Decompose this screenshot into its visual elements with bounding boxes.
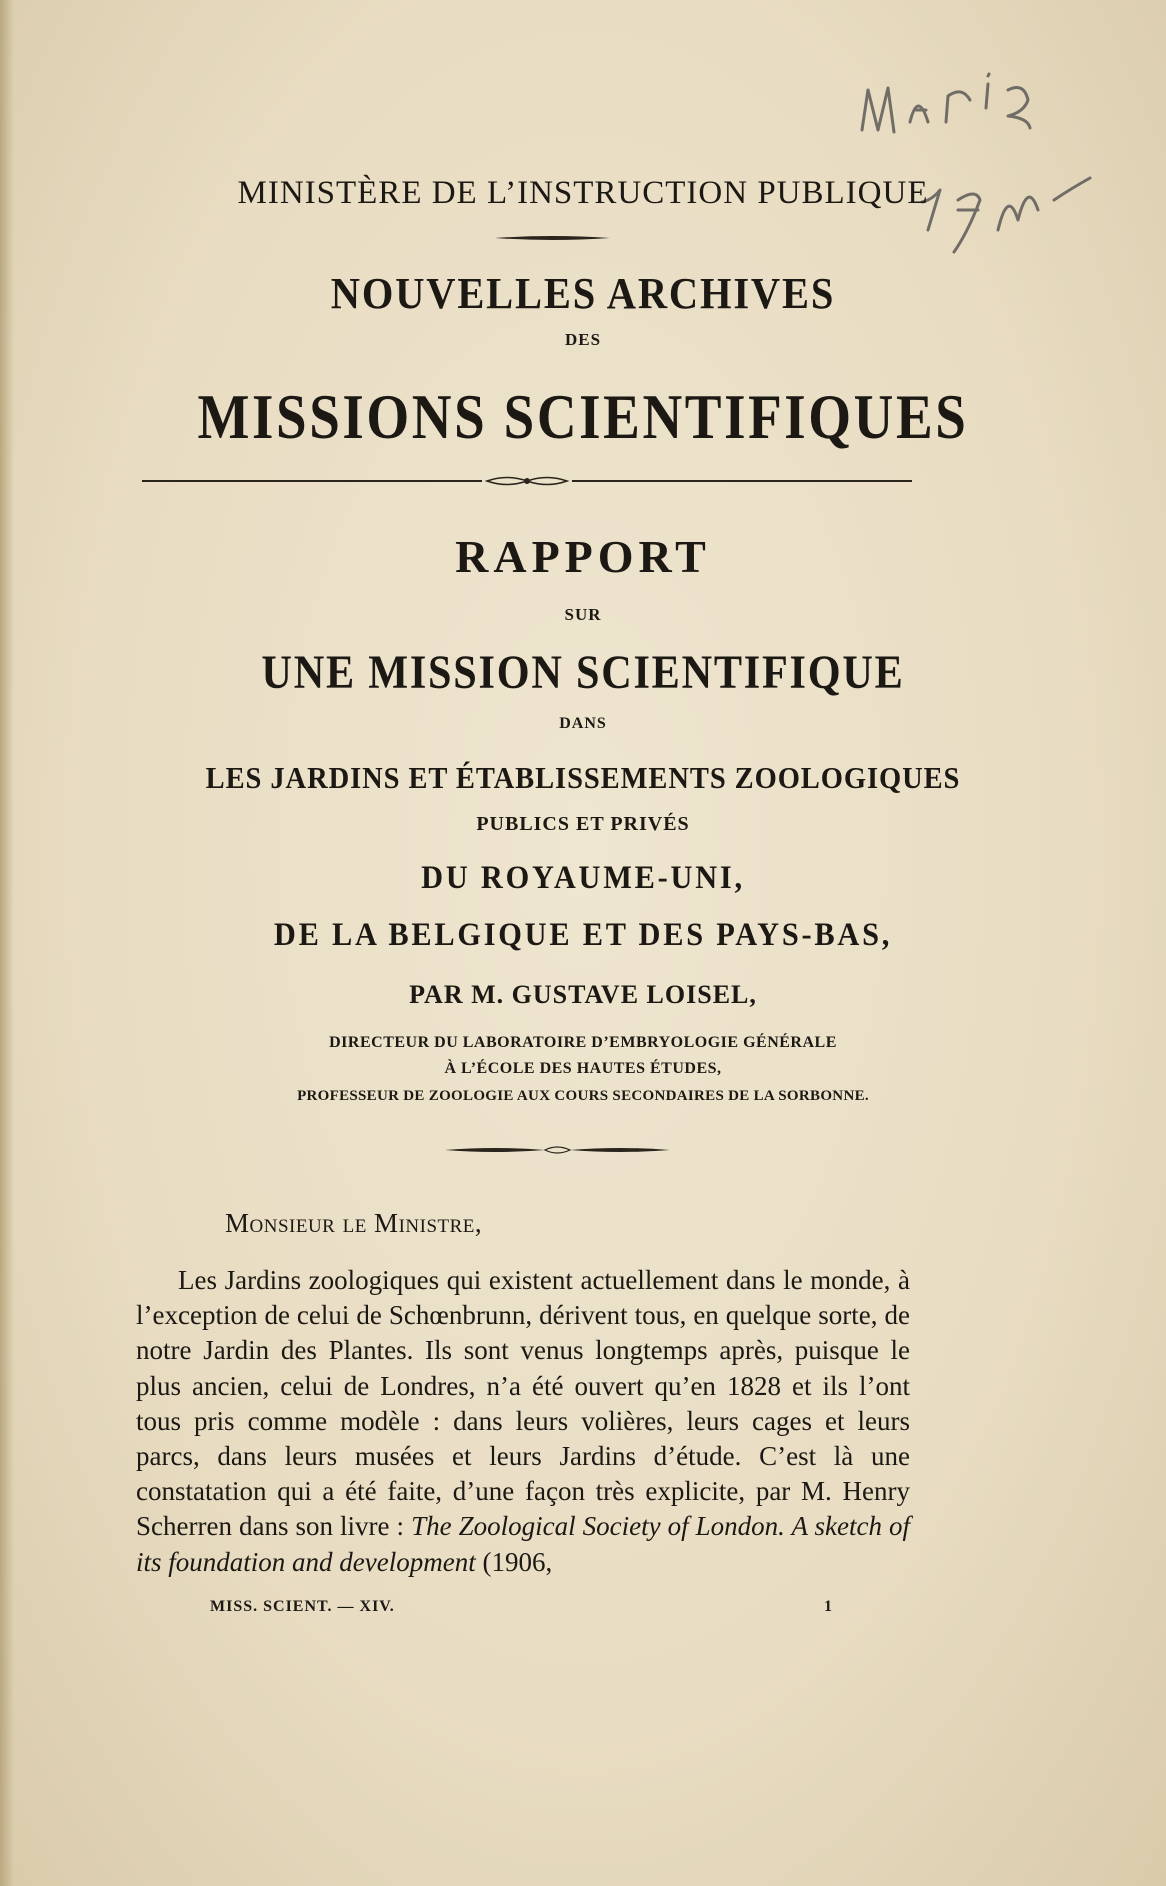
- report-belgique: DE LA BELGIQUE ET DES PAYS-BAS,: [273, 917, 893, 953]
- letter-body: [136, 1263, 910, 1580]
- report-publics: PUBLICS ET PRIVÉS: [476, 813, 690, 835]
- ornament-rule-mid: [445, 1145, 670, 1155]
- page-edge-shadow: [0, 0, 14, 1886]
- author-line: PAR M. GUSTAVE LOISEL,: [409, 980, 757, 1009]
- main-title: MISSIONS SCIENTIFIQUES: [197, 381, 969, 452]
- ministry-heading: MINISTÈRE DE L’INSTRUCTION PUBLIQUE: [237, 175, 929, 211]
- report-royaume: DU ROYAUME-UNI,: [421, 860, 745, 896]
- paragraph: [136, 1263, 910, 1580]
- book-title: The Zoological Society of London. A sketch of its foundation and development: [136, 1511, 910, 1577]
- report-gardens: LES JARDINS ET ÉTABLISSEMENTS ZOOLOGIQUES: [205, 760, 961, 795]
- report-heading: RAPPORT: [455, 531, 711, 582]
- sheet-number: 1: [824, 1598, 832, 1615]
- series-des: DES: [564, 330, 602, 349]
- ornament-rule-large: [142, 474, 912, 488]
- salutation: Monsieur le Ministre,: [225, 1208, 483, 1238]
- series-title: NOUVELLES ARCHIVES: [330, 269, 836, 318]
- report-sur: SUR: [564, 605, 602, 624]
- author-affiliation-1: DIRECTEUR DU LABORATOIRE D’EMBRYOLOGIE GÉNÉRALE: [329, 1034, 837, 1051]
- ornament-rule-small: [495, 235, 610, 241]
- report-dans: DANS: [559, 715, 607, 732]
- signature-mark: MISS. SCIENT. — XIV.: [210, 1598, 395, 1615]
- author-affiliation-2: À L’ÉCOLE DES HAUTES ÉTUDES,: [444, 1060, 722, 1077]
- report-subject: UNE MISSION SCIENTIFIQUE: [261, 646, 905, 699]
- paragraph-end: (1906,: [475, 1546, 553, 1577]
- author-affiliation-3: PROFESSEUR DE ZOOLOGIE AUX COURS SECONDAIRES DE LA SORBONNE.: [297, 1088, 869, 1104]
- paragraph-text: Les Jardins zoologiques qui existent actuellement dans le monde, à l’exception de celui de Schœnbrunn, dérivent tous, en quelque sorte, de notre Jardin des Plantes. Ils sont venus longtemps après, puisque le plus ancien, celui de Londres, n’a été ouvert qu’en 1828 et ils l’ont tous pris comme modèle : dans leurs volières, leurs cages et leurs parcs, dans leurs musées et leurs Jardins d’étude. C’est là une constatation qui a été faite, d’une façon très explicite, par M. Henry Scherren dans son livre :: [136, 1265, 910, 1542]
